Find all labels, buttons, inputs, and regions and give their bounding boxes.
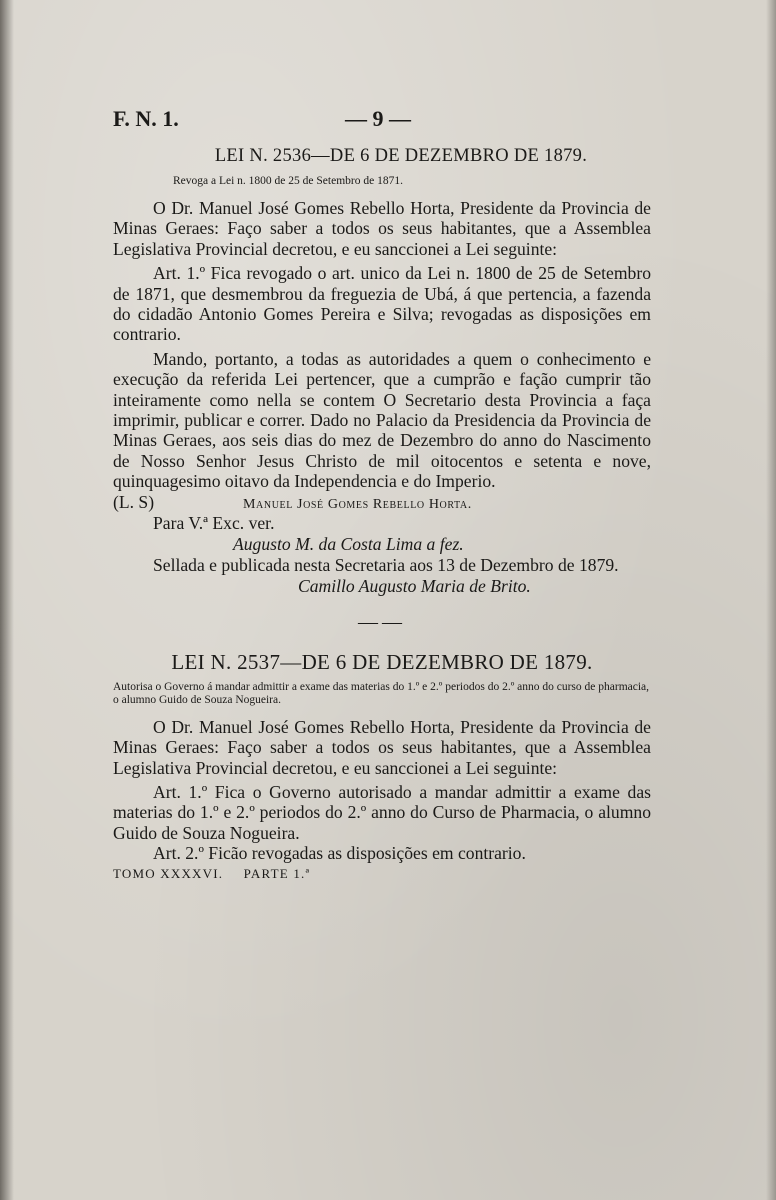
running-head <box>113 106 651 142</box>
law-title: LEI N. 2536—DE 6 DE DEZEMBRO DE 1879. <box>214 146 588 166</box>
article-1: Art. 1.º Fica revogado o art. unico da Lei n. 1800 de 25 de Setembro de 1871, que desmembrou da freguezia de Ubá, á que pertencia, a fazenda do cidadão Antonio Gomes Pereira e Silva; revogadas as disposições em contrario. <box>113 263 651 345</box>
para-vexc-line: Para V.ª Exc. ver. <box>153 512 275 533</box>
law-preamble: O Dr. Manuel José Gomes Rebello Horta, Presidente da Provincia de Minas Geraes: Faço saber a todos os seus habitantes, que a Assemblea Legislativa Provincial decretou, e eu sanccionei a Lei seguinte: <box>113 716 651 778</box>
article-1: Art. 1.º Fica o Governo autorisado a mandar admittir a exame das materias do 1.º e 2.º periodos do 2.º anno do Curso de Pharmacia, o alumno Guido de Souza Nogueira. <box>113 781 651 843</box>
secretary-line: Augusto M. da Costa Lima a fez. <box>233 533 464 554</box>
part-label: PARTE 1.ª <box>243 865 311 881</box>
folio-signature: F. N. 1. <box>113 106 179 131</box>
law-summary: Autorisa o Governo á mandar admittir a exame das materias do 1.º e 2.º periodos do 2.º anno do curso de pharmacia, o alumno Guido de Souza Nogueira. <box>113 680 650 706</box>
publication-note: Sellada e publicada nesta Secretaria aos 13 de Dezembro de 1879. <box>153 554 619 575</box>
scan-shadow-left <box>0 0 14 1200</box>
governor-signature: Manuel José Gomes Rebello Horta. <box>243 496 472 512</box>
promulgation-clause: Mando, portanto, a todas as autoridades a quem o conhecimento e execução da referida Lei pertencer, que a cumprão e fação cumprir tão inteiramente como nella se contem O Secretario desta Provincia a faça imprimir, publicar e correr. Dado no Palacio da Presidencia da Provincia de Minas Geraes, aos seis dias do mez de Dezembro do anno do Nascimento de Nosso Senhor Jesus Christo de mil oitocentos e setenta e nove, quinquagesimo oitavo da Independencia e do Imperio. <box>113 348 651 492</box>
law-2536 <box>113 146 651 597</box>
official-signature: Camillo Augusto Maria de Brito. <box>298 575 531 596</box>
article-2: Art. 2.º Ficão revogadas as disposições em contrario. <box>153 843 526 864</box>
law-2537 <box>113 650 651 864</box>
scan-shadow-right <box>766 0 776 1200</box>
seal-mark: (L. S) <box>113 491 155 512</box>
page-footer <box>113 866 651 882</box>
page-number: — 9 — <box>345 106 411 131</box>
signature-row <box>113 492 651 513</box>
law-preamble: O Dr. Manuel José Gomes Rebello Horta, Presidente da Provincia de Minas Geraes: Faço saber a todos os seus habitantes, que a Assemblea Legislativa Provincial decretou, e eu sanccionei a Lei seguinte: <box>113 198 651 259</box>
law-summary: Revoga a Lei n. 1800 de 25 de Setembro de 1871. <box>173 175 403 187</box>
volume-label: TOMO XXXXVI. <box>113 865 224 881</box>
law-title: LEI N. 2537—DE 6 DE DEZEMBRO DE 1879. <box>171 649 593 674</box>
section-separator: —— <box>358 610 406 633</box>
page-content <box>113 106 651 882</box>
